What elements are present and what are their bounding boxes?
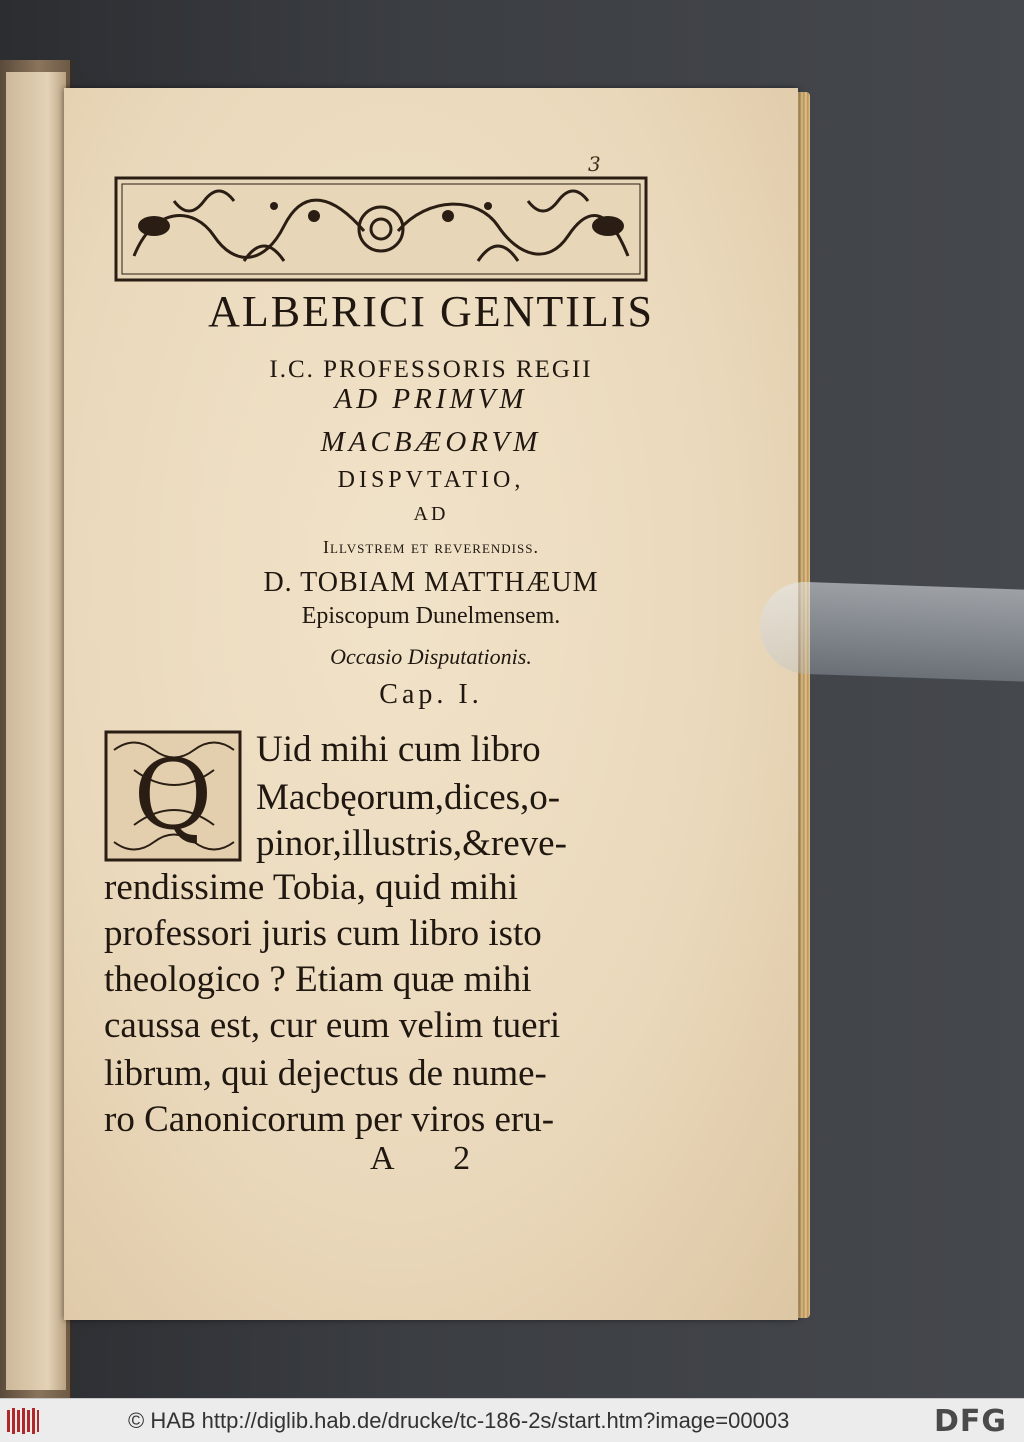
body-line-4: rendissime Tobia, quid mihi <box>104 867 518 908</box>
decorated-initial <box>104 730 242 862</box>
body-line-2: Macbęorum,dices,o- <box>256 777 561 818</box>
signature-mark: A 2 <box>370 1140 497 1177</box>
body-line-6: theologico ? Etiam quæ mihi <box>104 959 532 1000</box>
title-author: ALBERICI GENTILIS <box>208 287 654 336</box>
left-page-edge <box>6 72 66 1390</box>
dfg-logo: DFG <box>934 1404 1008 1439</box>
body-line-8: librum, qui dejectus de nume- <box>104 1053 547 1094</box>
title-dedicatee: D. TOBIAM MATTHÆUM <box>263 567 599 598</box>
copyright-link[interactable]: © HAB http://diglib.hab.de/drucke/tc-186-2s/start.htm?image=00003 <box>128 1408 790 1433</box>
title-dedication: Illvstrem et reverendiss. <box>323 537 539 557</box>
title-see: Episcopum Dunelmensem. <box>301 603 561 629</box>
footer-bar <box>0 1398 1024 1442</box>
body-line-7: caussa est, cur eum velim tueri <box>104 1005 561 1046</box>
library-logo-icon <box>6 1406 40 1436</box>
title-disputatio: DISPVTATIO, <box>337 467 525 493</box>
body-line-9: ro Canonicorum per viros eru- <box>104 1099 555 1140</box>
body-line-1: Uid mihi cum libro <box>256 729 541 770</box>
title-subject-2: MACBÆORVM <box>320 426 542 458</box>
svg-text:Q: Q <box>133 739 213 851</box>
body-line-3: pinor,illustris,&reve- <box>256 823 567 864</box>
ornamental-headpiece <box>114 176 648 282</box>
page-clip <box>760 580 1024 681</box>
title-subject-1: AD PRIMVM <box>334 383 528 415</box>
body-line-5: professori juris cum libro isto <box>104 913 542 954</box>
chapter-label: Cap. I. <box>379 679 483 710</box>
title-profession: I.C. PROFESSORIS REGII <box>269 356 593 383</box>
page-edges <box>796 92 810 1318</box>
title-ad: AD <box>413 503 449 525</box>
page-number: 3 <box>588 152 601 176</box>
section-heading: Occasio Disputationis. <box>330 644 532 669</box>
